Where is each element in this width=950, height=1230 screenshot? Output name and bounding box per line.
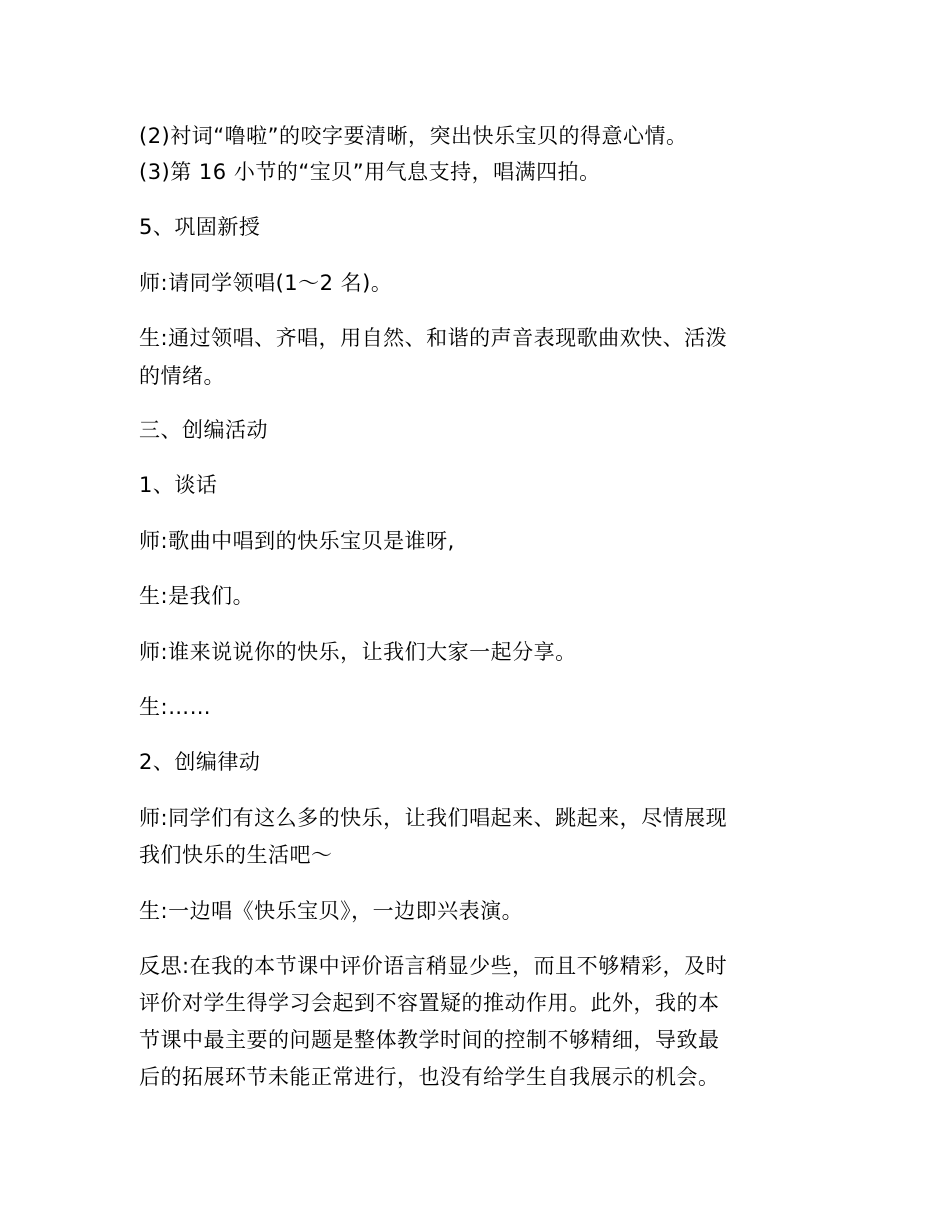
paragraph-line: 师:同学们有这么多的快乐，让我们唱起来、跳起来，尽情展现 [139, 806, 728, 830]
paragraph-line: 节课中最主要的问题是整体教学时间的控制不够精细，导致最 [139, 1028, 720, 1052]
paragraph-line: 的情绪。 [139, 364, 225, 388]
paragraph-line: 评价对学生得学习会起到不容置疑的推动作用。此外，我的本 [139, 991, 720, 1015]
paragraph-line: (3)第 16 小节的“宝贝”用气息支持，唱满四拍。 [139, 160, 601, 184]
paragraph-line: 反思:在我的本节课中评价语言稍显少些，而且不够精彩，及时 [139, 954, 728, 978]
section-heading: 1、谈话 [139, 473, 218, 497]
paragraph-line: 师:谁来说说你的快乐，让我们大家一起分享。 [139, 640, 577, 664]
paragraph-line: 后的拓展环节未能正常进行，也没有给学生自我展示的机会。 [139, 1065, 720, 1089]
paragraph-line: 生:是我们。 [139, 584, 255, 608]
paragraph-line: 师:歌曲中唱到的快乐宝贝是谁呀, [139, 529, 455, 553]
paragraph-line: 生:通过领唱、齐唱，用自然、和谐的声音表现歌曲欢快、活泼 [139, 326, 728, 350]
paragraph-line: 我们快乐的生活吧～ [139, 843, 333, 867]
section-heading: 三、创编活动 [139, 418, 268, 442]
paragraph-line: 生:一边唱《快乐宝贝》，一边即兴表演。 [139, 899, 524, 923]
section-heading: 5、巩固新授 [139, 215, 261, 239]
paragraph-line: (2)衬词“噜啦”的咬字要清晰，突出快乐宝贝的得意心情。 [139, 124, 688, 148]
paragraph-line: 师:请同学领唱(1～2 名)。 [139, 271, 393, 295]
section-heading: 2、创编律动 [139, 750, 261, 774]
paragraph-line: 生:…… [139, 695, 212, 719]
